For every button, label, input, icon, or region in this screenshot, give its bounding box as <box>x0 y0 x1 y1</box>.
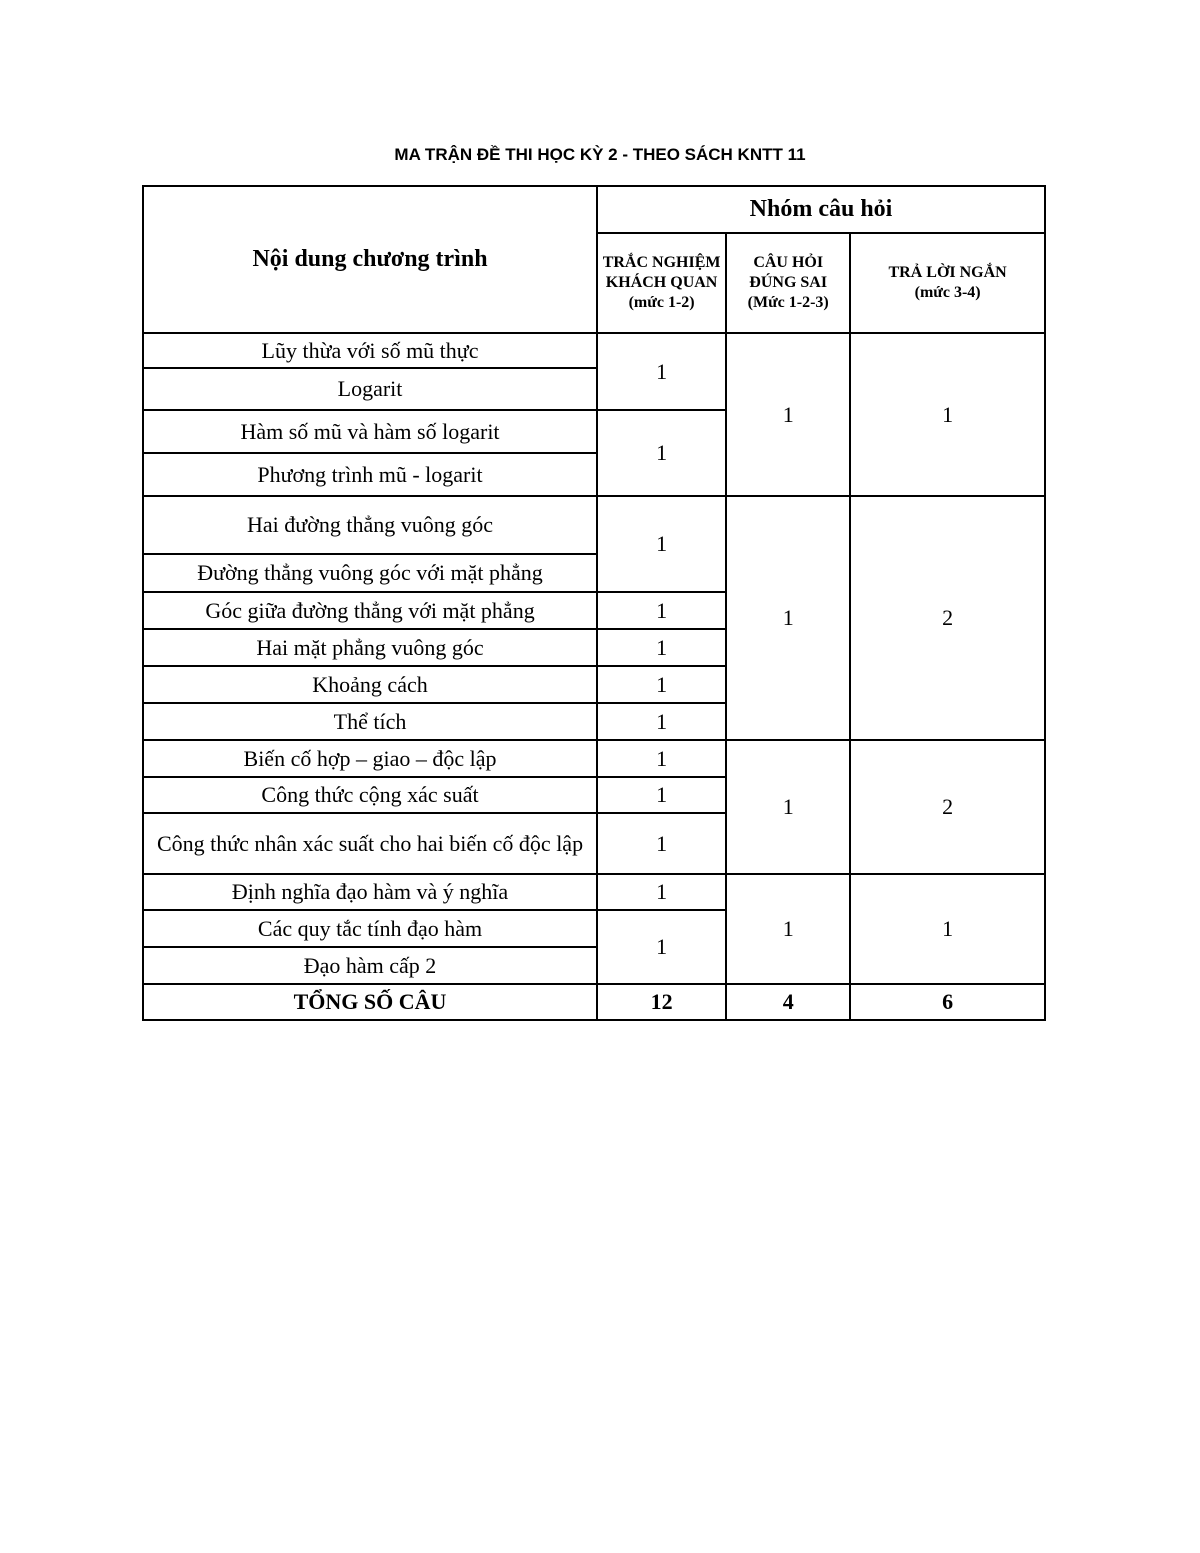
header-traloingan-level: (mức 3-4) <box>914 284 981 301</box>
traloingan-cell: 1 <box>850 874 1045 984</box>
header-dungsai-label: CÂU HỎI ĐÚNG SAI <box>749 254 828 291</box>
topic-cell: Các quy tắc tính đạo hàm <box>143 910 597 947</box>
header-traloingan-cell <box>850 233 1045 333</box>
dungsai-cell: 1 <box>726 874 850 984</box>
header-dungsai-cell <box>726 233 850 333</box>
header-row-group <box>143 186 1045 233</box>
topic-cell: Logarit <box>143 368 597 410</box>
topic-cell: Góc giữa đường thẳng với mặt phẳng <box>143 592 597 629</box>
tracnghiem-cell: 1 <box>597 333 726 410</box>
tracnghiem-cell: 1 <box>597 703 726 740</box>
topic-cell: Đạo hàm cấp 2 <box>143 947 597 984</box>
tracnghiem-cell: 1 <box>597 910 726 984</box>
dungsai-cell: 1 <box>726 740 850 874</box>
header-tracnghiem-level: (mức 1-2) <box>628 294 695 311</box>
table-row <box>143 740 1045 777</box>
topic-cell: Hai đường thẳng vuông góc <box>143 496 597 554</box>
topic-cell: Công thức cộng xác suất <box>143 777 597 813</box>
tracnghiem-cell: 1 <box>597 592 726 629</box>
header-tracnghiem-label: TRẮC NGHIỆM KHÁCH QUAN <box>602 254 721 291</box>
tracnghiem-cell: 1 <box>597 874 726 910</box>
traloingan-cell: 1 <box>850 333 1045 496</box>
exam-matrix-table <box>142 185 1046 1021</box>
table-row <box>143 496 1045 554</box>
topic-cell: Công thức nhân xác suất cho hai biến cố độc lập <box>143 813 597 874</box>
header-tracnghiem-cell <box>597 233 726 333</box>
total-label-cell: TỔNG SỐ CÂU <box>143 984 597 1020</box>
header-group-cell: Nhóm câu hỏi <box>597 186 1045 233</box>
total-tracnghiem-cell: 12 <box>597 984 726 1020</box>
tracnghiem-cell: 1 <box>597 777 726 813</box>
topic-cell: Định nghĩa đạo hàm và ý nghĩa <box>143 874 597 910</box>
traloingan-cell: 2 <box>850 496 1045 740</box>
total-traloingan-cell: 6 <box>850 984 1045 1020</box>
tracnghiem-cell: 1 <box>597 629 726 666</box>
table-row <box>143 333 1045 368</box>
topic-cell: Đường thẳng vuông góc với mặt phẳng <box>143 554 597 592</box>
topic-cell: Lũy thừa với số mũ thực <box>143 333 597 368</box>
tracnghiem-cell: 1 <box>597 666 726 703</box>
topic-cell: Hàm số mũ và hàm số logarit <box>143 410 597 453</box>
tracnghiem-cell: 1 <box>597 740 726 777</box>
header-dungsai-level: (Mức 1-2-3) <box>747 294 829 311</box>
tracnghiem-cell: 1 <box>597 410 726 496</box>
header-topic-cell: Nội dung chương trình <box>143 186 597 333</box>
topic-cell: Phương trình mũ - logarit <box>143 453 597 496</box>
document-title: MA TRẬN ĐỀ THI HỌC KỲ 2 - THEO SÁCH KNTT 11 <box>394 145 806 164</box>
topic-cell: Khoảng cách <box>143 666 597 703</box>
total-row <box>143 984 1045 1020</box>
topic-cell: Biến cố hợp – giao – độc lập <box>143 740 597 777</box>
traloingan-cell: 2 <box>850 740 1045 874</box>
topic-cell: Hai mặt phẳng vuông góc <box>143 629 597 666</box>
tracnghiem-cell: 1 <box>597 496 726 592</box>
total-dungsai-cell: 4 <box>726 984 850 1020</box>
topic-cell: Thể tích <box>143 703 597 740</box>
header-traloingan-label: TRẢ LỜI NGẮN <box>888 264 1007 281</box>
dungsai-cell: 1 <box>726 333 850 496</box>
dungsai-cell: 1 <box>726 496 850 740</box>
table-row <box>143 874 1045 910</box>
tracnghiem-cell: 1 <box>597 813 726 874</box>
